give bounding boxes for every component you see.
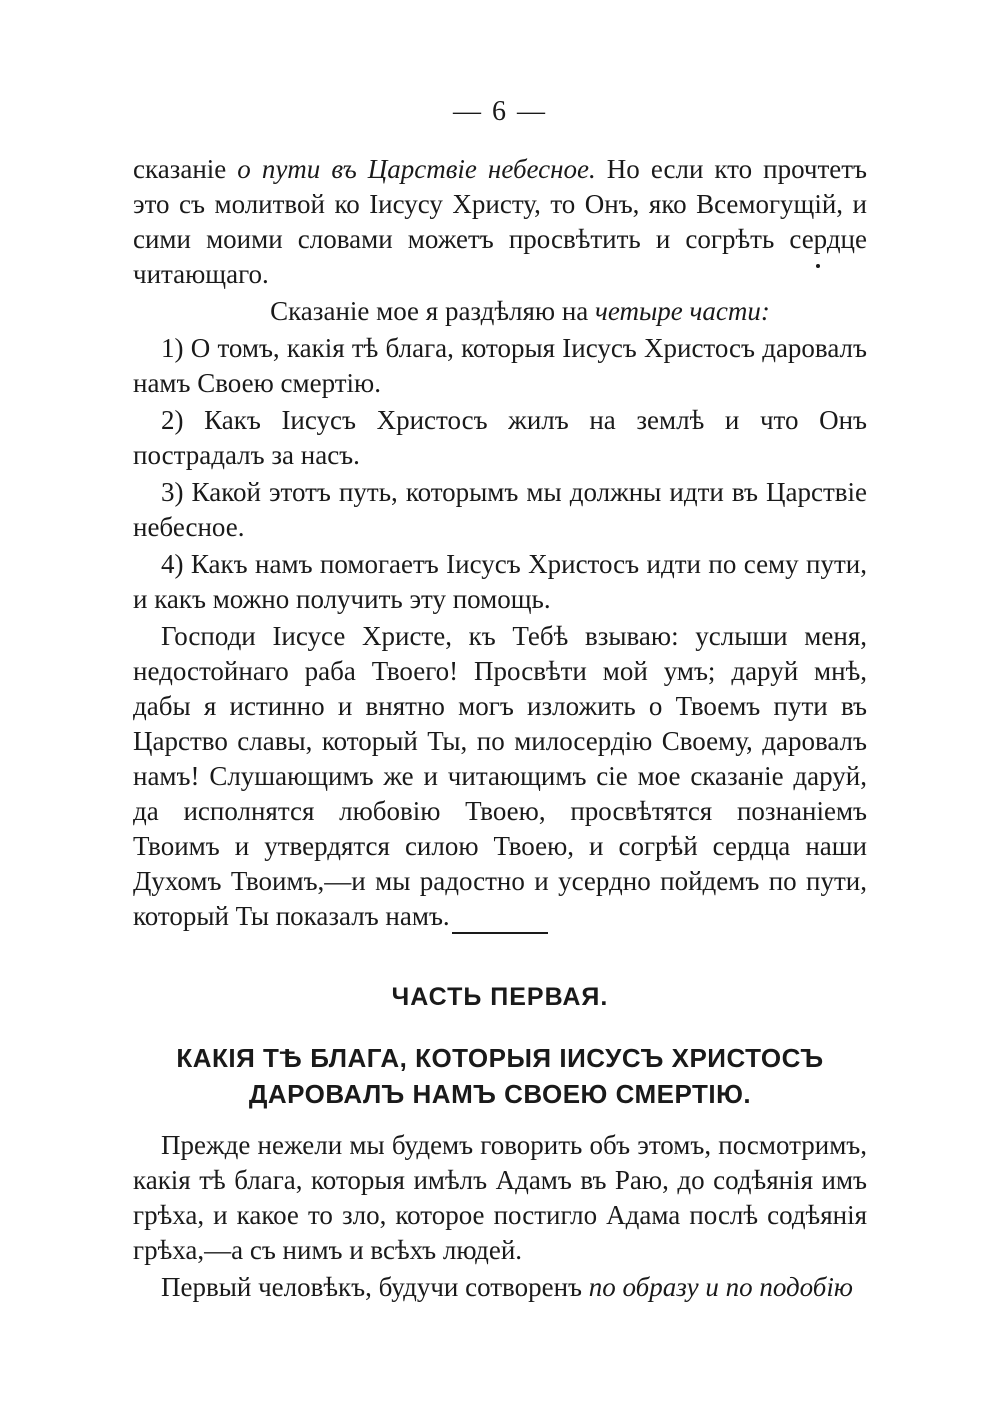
chapter-italic: по образу и по подобію <box>588 1272 853 1302</box>
list-item: 1) О томъ, какія тѣ блага, которыя Іисусъ Христосъ даровалъ намъ Своею смертію. <box>133 333 867 398</box>
chapter-paragraph-last <box>133 1270 867 1305</box>
list-item: 2) Какъ Іисусъ Христосъ жилъ на землѣ и что Онъ пострадалъ за насъ. <box>133 405 867 470</box>
division-sentence <box>173 294 867 329</box>
chapter-title: КАКІЯ ТѢ БЛАГА, КОТОРЫЯ ІИСУСЪ ХРИСТОСЪ ДАРОВАЛЪ НАМЪ СВОЕЮ СМЕРТІЮ. <box>176 1043 824 1109</box>
stray-ink-dot <box>816 264 820 268</box>
list-item: 3) Какой этотъ путь, которымъ мы должны идти въ Царствіе небесное. <box>133 477 867 542</box>
part-title: ЧАСТЬ ПЕРВАЯ. <box>391 983 609 1011</box>
intro-italic-phrase: о пути въ Царствіе небесное. <box>237 154 596 184</box>
chapter-text-block <box>133 1128 867 1307</box>
list-item: 4) Какъ намъ помогаетъ Іисусъ Христосъ идти по сему пути, и какъ можно получить эту помощь. <box>133 549 867 614</box>
intro-paragraph <box>133 152 867 292</box>
intro-text-start: сказаніе <box>133 154 238 184</box>
page-number: — 6 — <box>453 96 547 127</box>
chapter-paragraph: Прежде нежели мы будемъ говорить объ этомъ, посмотримъ, какія тѣ блага, которыя имѣлъ Адамъ въ Раю, до содѣянія имъ грѣха, и какое то зло, которое постигло Адама послѣ содѣянія грѣха,—а съ нимъ и всѣхъ людей. <box>133 1130 867 1265</box>
intro-text-rest: Но если кто прочтетъ это съ молитвой ко Іисусу Христу, то Онъ, яко Всемогущій, и сими моими словами можетъ просвѣтить и согрѣть сердце читающаго. <box>133 154 868 289</box>
section-divider <box>452 932 548 934</box>
chapter-text: Первый человѣкъ, будучи сотворенъ <box>161 1272 589 1302</box>
prayer-paragraph: Господи Іисусе Христе, къ Тебѣ взываю: услыши меня, недостойнаго раба Твоего! Просвѣти мой умъ; даруй мнѣ, дабы я истинно и внятно могъ изложить о Твоемъ пути въ Царство славы, который Ты, по милосердію Своему, даровалъ намъ! Слушающимъ же и читающимъ сіе мое сказаніе даруй, да исполнятся любовію Твоею, просвѣтятся познаніемъ Твоимъ и утвердятся силою Твоею, и согрѣй сердца наши Духомъ Твоимъ,—и мы радостно и усердно пойдемъ по пути, который Ты показалъ намъ. <box>133 621 867 931</box>
intro-text-block <box>133 152 867 936</box>
division-text: Сказаніе мое я раздѣляю на <box>270 296 596 326</box>
division-italic: четыре части: <box>595 296 770 326</box>
